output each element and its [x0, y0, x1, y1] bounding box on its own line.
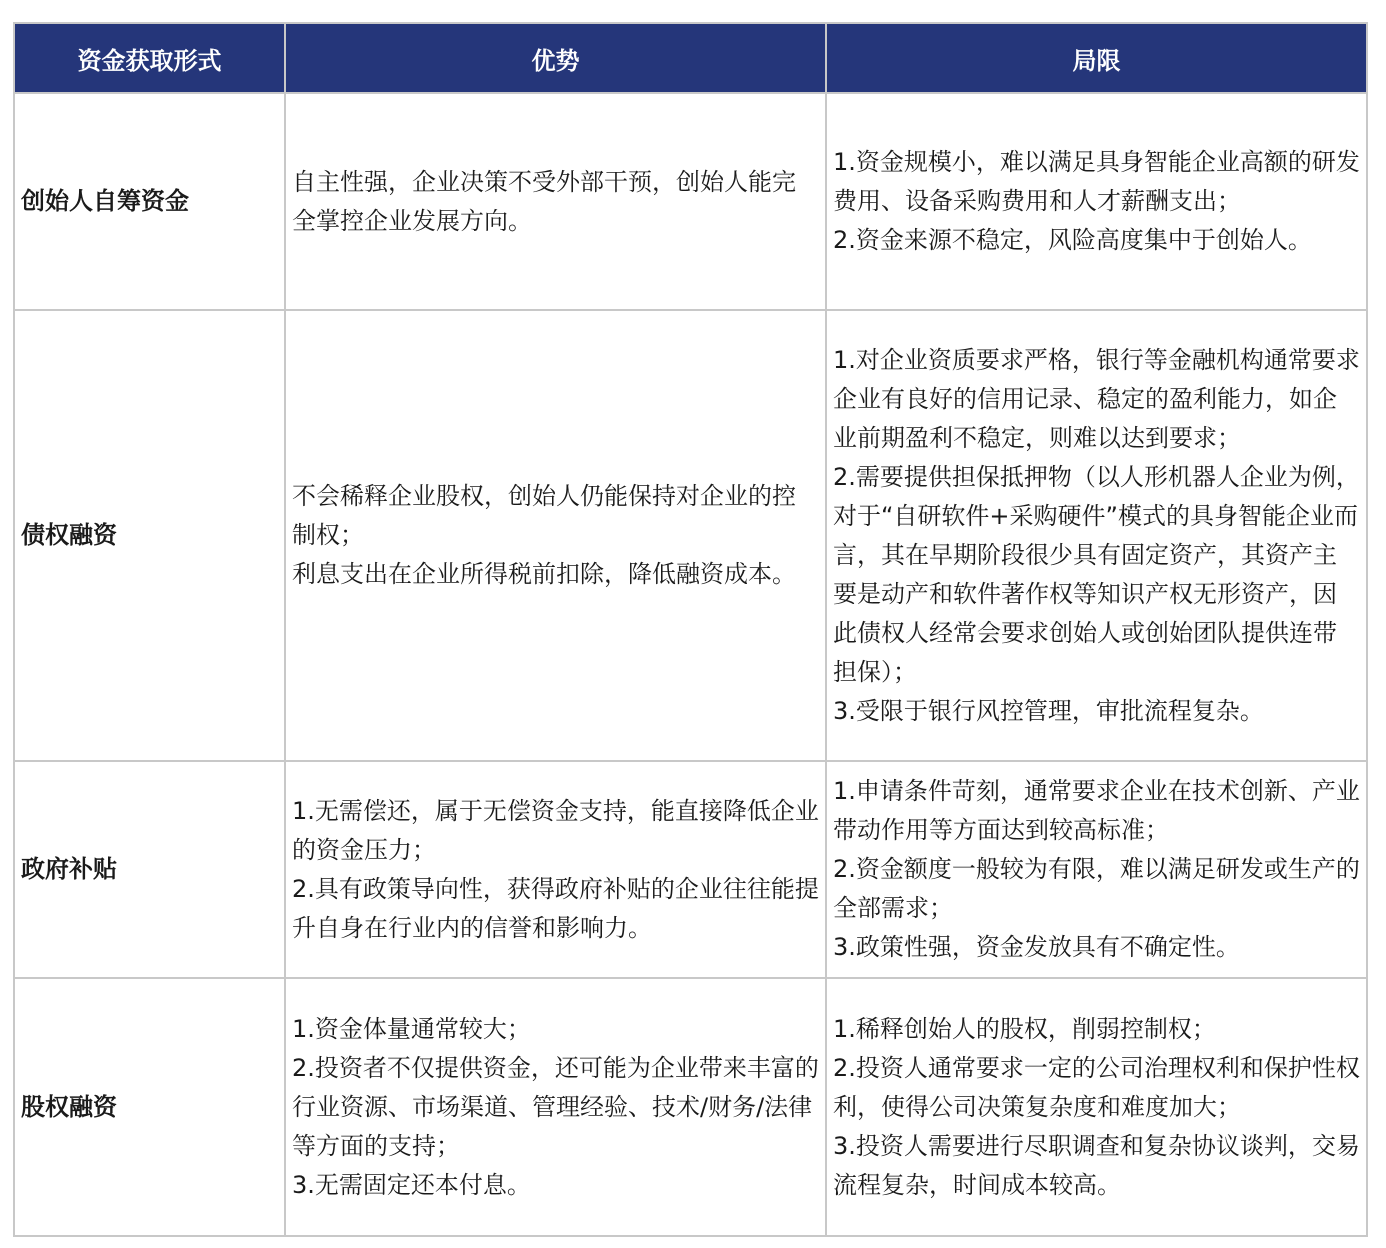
header-advantages: 优势 [285, 23, 826, 93]
header-limitations: 局限 [826, 23, 1367, 93]
limitation-item: 1.资金规模小，难以满足具身智能企业高额的研发费用、设备采购费用和人才薪酬支出； [833, 148, 1360, 215]
limitation-item: 2.需要提供担保抵押物（以人形机器人企业为例，对于“自研软件+采购硬件”模式的具身智能企业而言，其在早期阶段很少具有固定资产，其资产主要是动产和软件著作权等知识产权无形资产，因此债权人经常会要求创始人或创始团队提供连带担保）； [833, 462, 1360, 686]
advantage-item: 1.资金体量通常较大； [292, 1014, 531, 1043]
limitation-item: 2.资金额度一般较为有限，难以满足研发或生产的全部需求； [833, 855, 1360, 922]
advantages-cell [285, 310, 826, 761]
limitation-item: 1.稀释创始人的股权，削弱控制权； [833, 1014, 1216, 1043]
limitations-cell [826, 978, 1367, 1236]
table-row [14, 978, 1367, 1236]
header-financing-type: 资金获取形式 [14, 23, 285, 93]
financing-type-cell: 债权融资 [14, 310, 285, 761]
limitation-item: 3.政策性强，资金发放具有不确定性。 [833, 933, 1240, 961]
advantage-item: 1.无需偿还，属于无偿资金支持，能直接降低企业的资金压力； [292, 796, 819, 864]
financing-comparison-table [13, 22, 1368, 1237]
financing-type-cell: 创始人自筹资金 [14, 93, 285, 310]
advantage-item: 3.无需固定还本付息。 [292, 1170, 531, 1199]
advantage-item: 自主性强，企业决策不受外部干预，创始人能完全掌控企业发展方向。 [292, 167, 796, 235]
limitation-item: 3.受限于银行风控管理，审批流程复杂。 [833, 696, 1264, 725]
advantages-cell [285, 978, 826, 1236]
table-row [14, 310, 1367, 761]
financing-type-cell: 股权融资 [14, 978, 285, 1236]
advantage-item: 2.具有政策导向性，获得政府补贴的企业往往能提升自身在行业内的信誉和影响力。 [292, 874, 819, 942]
limitation-item: 1.申请条件苛刻，通常要求企业在技术创新、产业带动作用等方面达到较高标准； [833, 777, 1360, 844]
limitations-cell [826, 761, 1367, 978]
table-row [14, 93, 1367, 310]
advantages-cell [285, 93, 826, 310]
advantage-item: 2.投资者不仅提供资金，还可能为企业带来丰富的行业资源、市场渠道、管理经验、技术/财务/法律等方面的支持； [292, 1053, 819, 1160]
limitation-item: 1.对企业资质要求严格，银行等金融机构通常要求企业有良好的信用记录、稳定的盈利能力，如企业前期盈利不稳定，则难以达到要求； [833, 345, 1360, 452]
header-row [14, 23, 1367, 93]
advantage-item: 利息支出在企业所得税前扣除，降低融资成本。 [292, 560, 796, 588]
financing-type-cell: 政府补贴 [14, 761, 285, 978]
limitation-item: 2.资金来源不稳定，风险高度集中于创始人。 [833, 226, 1312, 254]
limitation-item: 2.投资人通常要求一定的公司治理权利和保护性权利，使得公司决策复杂度和难度加大； [833, 1053, 1360, 1121]
limitations-cell [826, 93, 1367, 310]
limitation-item: 3.投资人需要进行尽职调查和复杂协议谈判，交易流程复杂，时间成本较高。 [833, 1131, 1360, 1199]
advantage-item: 不会稀释企业股权，创始人仍能保持对企业的控制权； [292, 482, 796, 549]
advantages-cell [285, 761, 826, 978]
table-row [14, 761, 1367, 978]
limitations-cell [826, 310, 1367, 761]
